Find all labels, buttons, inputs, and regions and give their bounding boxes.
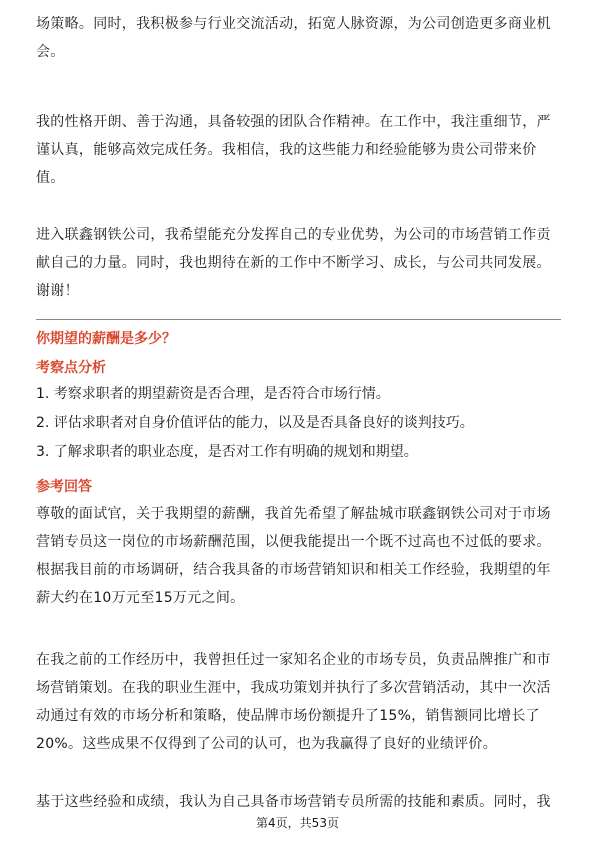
answer-paragraph-1: 尊敬的面试官，关于我期望的薪酬，我首先希望了解盐城市联鑫钢铁公司对于市场营销专员这一岗位的市场薪酬范围，以便我能提出一个既不过高也不过低的要求。根据我目前的市场调研，结合我具备的市场营销知识和相关工作经验，我期望的年薪大约在10万元至15万元之间。 bbox=[36, 506, 551, 606]
analysis-item-3: 3. 了解求职者的职业态度，是否对工作有明确的规划和期望。 bbox=[36, 444, 418, 460]
intro-paragraph-3: 进入联鑫钢铁公司，我希望能充分发挥自己的专业优势，为公司的市场营销工作贡献自己的力量。同时，我也期待在新的工作中不断学习、成长，与公司共同发展。谢谢！ bbox=[36, 227, 551, 299]
question-title: 你期望的薪酬是多少？ bbox=[36, 331, 176, 347]
answer-paragraph-2: 在我之前的工作经历中，我曾担任过一家知名企业的市场专员，负责品牌推广和市场营销策划。在我的职业生涯中，我成功策划并执行了多次营销活动，其中一次活动通过有效的市场分析和策略，使品牌市场份额提升了15%，销售额同比增长了20%。这些成果不仅得到了公司的认可，也为我赢得了良好的业绩评价。 bbox=[36, 652, 551, 752]
answer-heading: 参考回答 bbox=[36, 479, 92, 495]
page-number: 第4页，共53页 bbox=[256, 816, 339, 830]
answer-paragraph-3: 基于这些经验和成绩，我认为自己具备市场营销专员所需的技能和素质。同时，我 bbox=[36, 794, 551, 810]
analysis-item-1: 1. 考察求职者的期望薪资是否合理，是否符合市场行情。 bbox=[36, 386, 390, 402]
intro-paragraph-2: 我的性格开朗、善于沟通，具备较强的团队合作精神。在工作中，我注重细节，严谨认真，能够高效完成任务。我相信，我的这些能力和经验能够为贵公司带来价值。 bbox=[36, 114, 551, 186]
analysis-heading: 考察点分析 bbox=[36, 360, 106, 376]
intro-paragraph-1: 场策略。同时，我积极参与行业交流活动，拓宽人脉资源，为公司创造更多商业机会。 bbox=[36, 16, 551, 60]
analysis-item-2: 2. 评估求职者对自身价值评估的能力，以及是否具备良好的谈判技巧。 bbox=[36, 415, 474, 431]
section-divider bbox=[36, 319, 561, 320]
